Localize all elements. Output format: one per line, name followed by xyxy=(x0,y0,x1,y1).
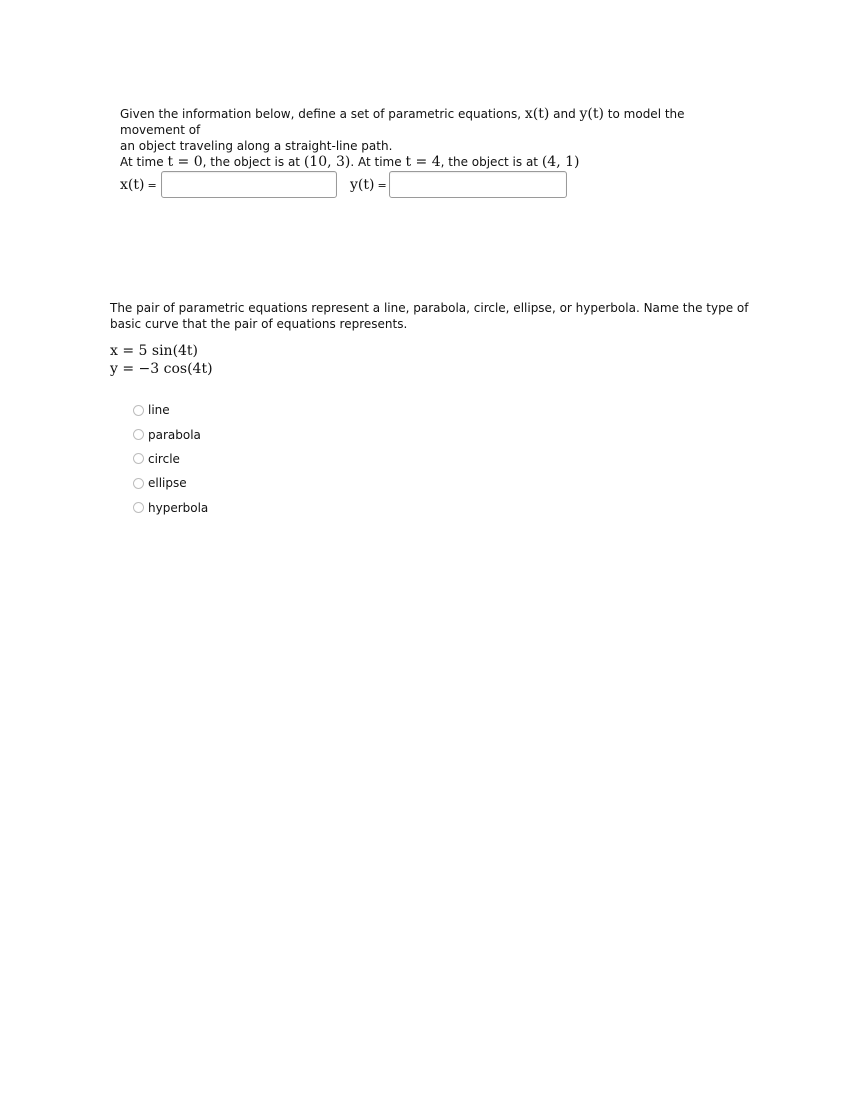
x-of-t-input[interactable] xyxy=(161,171,337,198)
option-hyperbola[interactable] xyxy=(133,496,208,520)
radio-button-icon[interactable] xyxy=(133,478,144,489)
option-ellipse[interactable] xyxy=(133,471,208,495)
math-point-1: (10, 3) xyxy=(303,154,351,170)
radio-button-icon[interactable] xyxy=(133,502,144,513)
math-t-equals-4: t = 4 xyxy=(405,154,441,170)
radio-button-icon[interactable] xyxy=(133,429,144,440)
option-circle[interactable] xyxy=(133,447,208,471)
parametric-equations xyxy=(110,342,213,378)
math-point-2: (4, 1) xyxy=(541,154,580,170)
option-label: circle xyxy=(148,451,180,466)
problem-1 xyxy=(120,106,750,170)
equation-x: x = 5 sin(4t) xyxy=(110,343,199,359)
problem-2 xyxy=(110,300,750,332)
radio-button-icon[interactable] xyxy=(133,453,144,464)
y-of-t-input[interactable] xyxy=(389,171,567,198)
problem-2-prompt-line-2: basic curve that the pair of equations represents. xyxy=(110,317,408,331)
option-label: parabola xyxy=(148,427,201,442)
math-t-equals-0: t = 0 xyxy=(167,154,203,170)
option-label: line xyxy=(148,403,170,418)
equation-y: y = −3 cos(4t) xyxy=(110,361,213,377)
problem-1-prompt-line-3: At time t = 0, the object is at (10, 3). At time t = 4, the object is at (4, 1) xyxy=(120,154,580,170)
option-label: ellipse xyxy=(148,476,187,491)
option-parabola[interactable] xyxy=(133,422,208,446)
problem-1-prompt-line-2: an object traveling along a straight-line path. xyxy=(120,139,393,153)
math-x-of-t: x(t) xyxy=(524,106,550,122)
problem-1-prompt-line-1: Given the information below, define a set of parametric equations, x(t) and y(t) to model the movement of xyxy=(120,106,685,137)
x-of-t-label: x(t) = xyxy=(120,177,157,193)
problem-2-prompt-line-1: The pair of parametric equations represent a line, parabola, circle, ellipse, or hyperbola. Name the type of xyxy=(110,301,749,315)
y-of-t-label: y(t) = xyxy=(350,177,387,193)
math-y-of-t: y(t) xyxy=(579,106,604,122)
answer-row xyxy=(120,171,580,199)
option-line[interactable] xyxy=(133,398,208,422)
radio-button-icon[interactable] xyxy=(133,405,144,416)
curve-type-options xyxy=(133,398,208,520)
option-label: hyperbola xyxy=(148,500,209,515)
